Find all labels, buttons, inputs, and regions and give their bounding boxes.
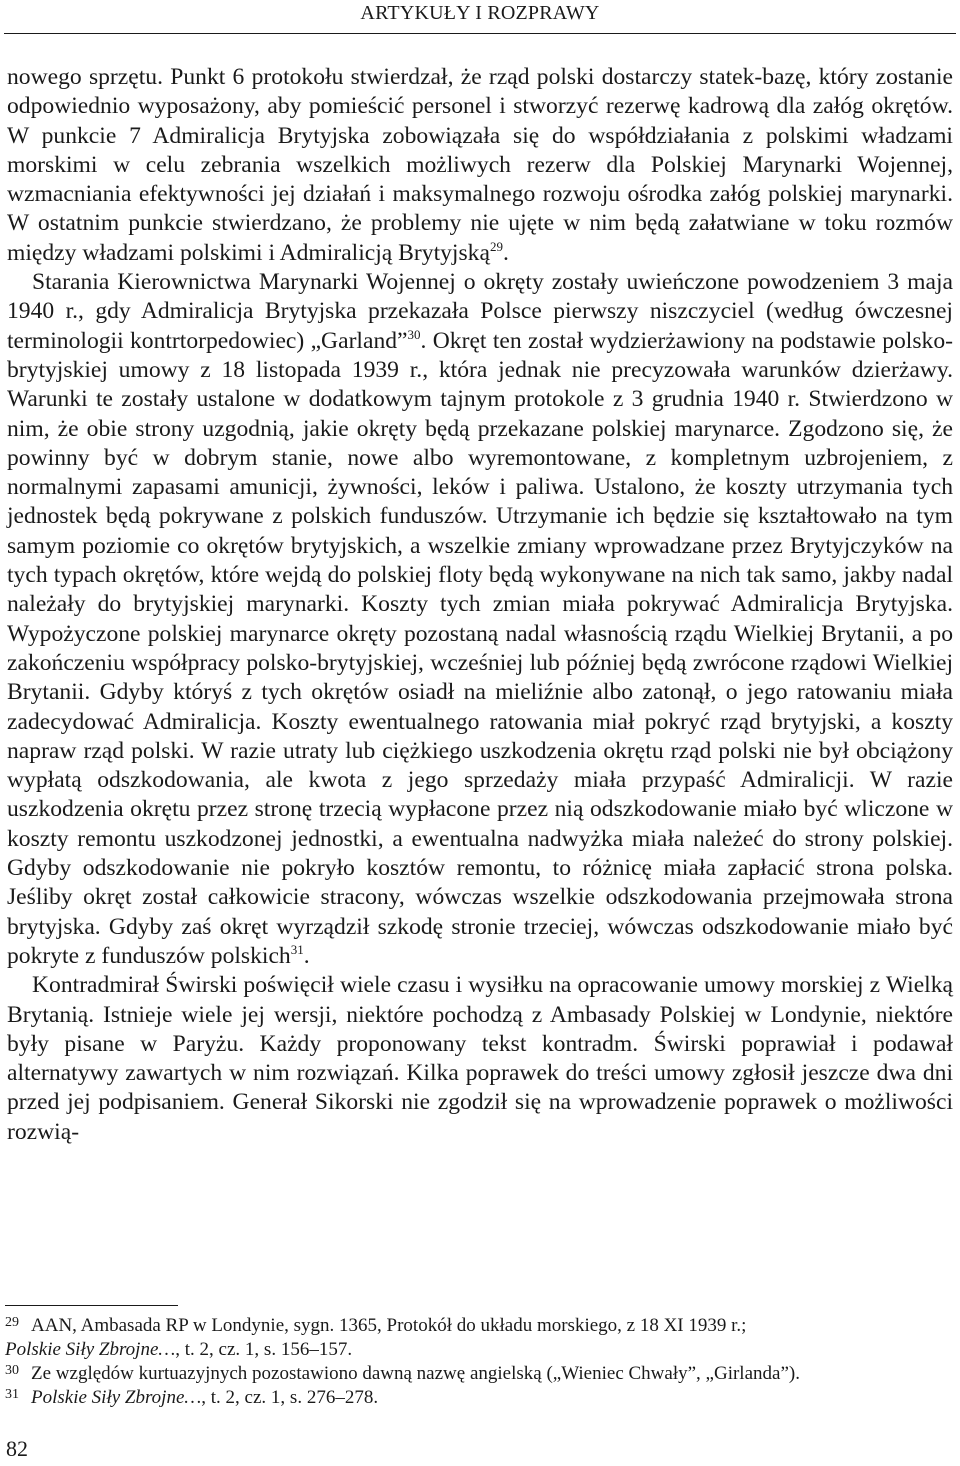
paragraph-3: Kontradmirał Świrski poświęcił wiele czasu i wysiłku na opracowanie umowy morskiej z Wielką Brytanią. Istnieje wiele jej wersji, niektóre pochodzą z Ambasady Polskiej w Londynie, niektóre były pisane w Paryżu. Każdy proponowany tekst kontradm. Świrski poprawiał i podawał alternatywy zawartych w nim rozwiązań. Kilka poprawek do treści umowy zgłosił jeszcze dwa dni przed jej podpisaniem. Generał Sikorski nie zgodził się na wprowadzenie poprawek o możliwości rozwią- — [7, 972, 953, 1145]
header-rule — [4, 33, 956, 34]
article-body — [7, 63, 953, 1147]
paragraph-1-end: . — [502, 239, 509, 266]
footnote-source-italic: Polskie Siły Zbrojne… — [5, 1339, 176, 1360]
paragraph-1 — [7, 63, 953, 268]
footnote-ref-31[interactable]: 31 — [290, 941, 304, 957]
page-number: 82 — [6, 1436, 28, 1461]
footnote-number: 29 — [5, 1315, 19, 1330]
footnote-29 — [5, 1314, 953, 1362]
footnote-source-rest: , t. 2, cz. 1, s. 156–157. — [175, 1339, 353, 1360]
footnote-text: AAN, Ambasada RP w Londynie, sygn. 1365, Protokół do układu morskiego, z 18 XI 1939 r.; — [31, 1315, 747, 1336]
paragraph-2-end: . — [303, 942, 310, 969]
footnote-source-italic: Polskie Siły Zbrojne… — [31, 1387, 202, 1408]
footnote-31 — [5, 1386, 953, 1410]
footnote-ref-30[interactable]: 30 — [407, 326, 421, 342]
running-header: ARTYKUŁY I ROZPRAWY — [360, 2, 600, 24]
footnotes — [5, 1314, 953, 1410]
footnote-continuation — [5, 1338, 953, 1362]
footnote-text: Ze względów kurtuazyjnych pozostawiono dawną nazwę angielską („Wieniec Chwały”, „Girlanda”). — [31, 1363, 800, 1384]
paragraph-2-text-a: Starania Kierownictwa Marynarki Wojennej o okręty zostały uwieńczone powodzeniem 3 maja 1940 r., gdy Admiralicja Brytyjska przekazała Polsce pierwszy niszczyciel (według ówczesnej terminologii kontrtorpedowiec) „Garland” — [7, 269, 953, 354]
footnote-30 — [5, 1362, 953, 1386]
footnote-number: 30 — [5, 1363, 19, 1378]
footnote-ref-29[interactable]: 29 — [489, 238, 503, 254]
footnote-rule — [5, 1305, 178, 1306]
paragraph-2-text-b: . Okręt ten został wydzierżawiony na podstawie polsko-brytyjskiej umowy z 18 listopada 1939 r., która jednak nie precyzowała warunków dzierżawy. Warunki te zostały ustalone w dodatkowym tajnym protokole z 3 grudnia 1940 r. Stwierdzono w nim, że obie strony uzgodnią, jakie okręty będą przekazane polskiej marynarce. Zgodzono się, że powinny być w dobrym stanie, nowe albo wyremontowane, z kompletnym uzbrojeniem, z normalnymi zapasami amunicji, żywności, leków i paliwa. Ustalono, że koszty utrzymania tych jednostek będą pokrywane z polskich funduszów. Utrzymanie ich będzie się kształtowało na tym samym poziomie co okrętów brytyjskich, a wszelkie zmiany wprowadzane przez Brytyjczyków na tych typach okrętów, które wejdą do polskiej floty będą wykonywane na nich tak samo, jakby nadal należały do brytyjskiej marynarki. Koszty tych zmian miała pokrywać Admiralicja Brytyjska. Wypożyczone polskiej marynarce okręty pozostaną nadal własnością rządu Wielkiej Brytanii, a po zakończeniu współpracy polsko-brytyjskiej, wcześniej lub później będą zwrócone rządowi Wielkiej Brytanii. Gdyby któryś z tych okrętów osiadł na mieliźnie albo zatonął, o jego ratowaniu miała zadecydować Admiralicja. Koszty ewentualnego ratowania miał pokryć rząd brytyjski, a koszty napraw rząd polski. W razie utraty lub ciężkiego uszkodzenia okrętu rząd polski nie był obciążony wypłatą odszkodowania, ale kwota z jego sprzedaży miała przypaść Admiralicji. W razie uszkodzenia okrętu przez stronę trzecią wypłacone przez nią odszkodowanie miało być wliczone w koszty remontu uszkodzonej jednostki, a ewentualna nadwyżka miała należeć do strony polskiej. Gdyby odszkodowanie nie pokryło kosztów remontu, to różnicę miała zapłacić strona polska. Jeśliby okręt został całkowicie stracony, wówczas wszelkie odszkodowania przejmowała strona brytyjska. Gdyby zaś okręt wyrządził szkodę stronie trzeciej, wówczas odszkodowanie miało być pokryte z funduszów polskich — [7, 327, 953, 969]
footnote-source-rest: , t. 2, cz. 1, s. 276–278. — [201, 1387, 379, 1408]
paragraph-2 — [7, 268, 953, 971]
footnote-number: 31 — [5, 1387, 19, 1402]
paragraph-1-text: nowego sprzętu. Punkt 6 protokołu stwierdzał, że rząd polski dostarczy statek-bazę, który zostanie odpowiednio wyposażony, aby pomieścić personel i stworzyć rezerwę kadrową dla załóg okrętów. W punkcie 7 Admiralicja Brytyjska zobowiązała się do współdziałania z polskimi władzami morskimi w celu zebrania wszelkich możliwych rezerw dla Polskiej Marynarki Wojennej, wzmacniania efektywności jej działań i maksymalnego rozwoju ośrodka załóg polskiej marynarki. W ostatnim punkcie stwierdzano, że problemy nie ujęte w nim będą załatwiane w toku rozmów między władzami polskimi i Admiralicją Brytyjską — [7, 64, 953, 266]
